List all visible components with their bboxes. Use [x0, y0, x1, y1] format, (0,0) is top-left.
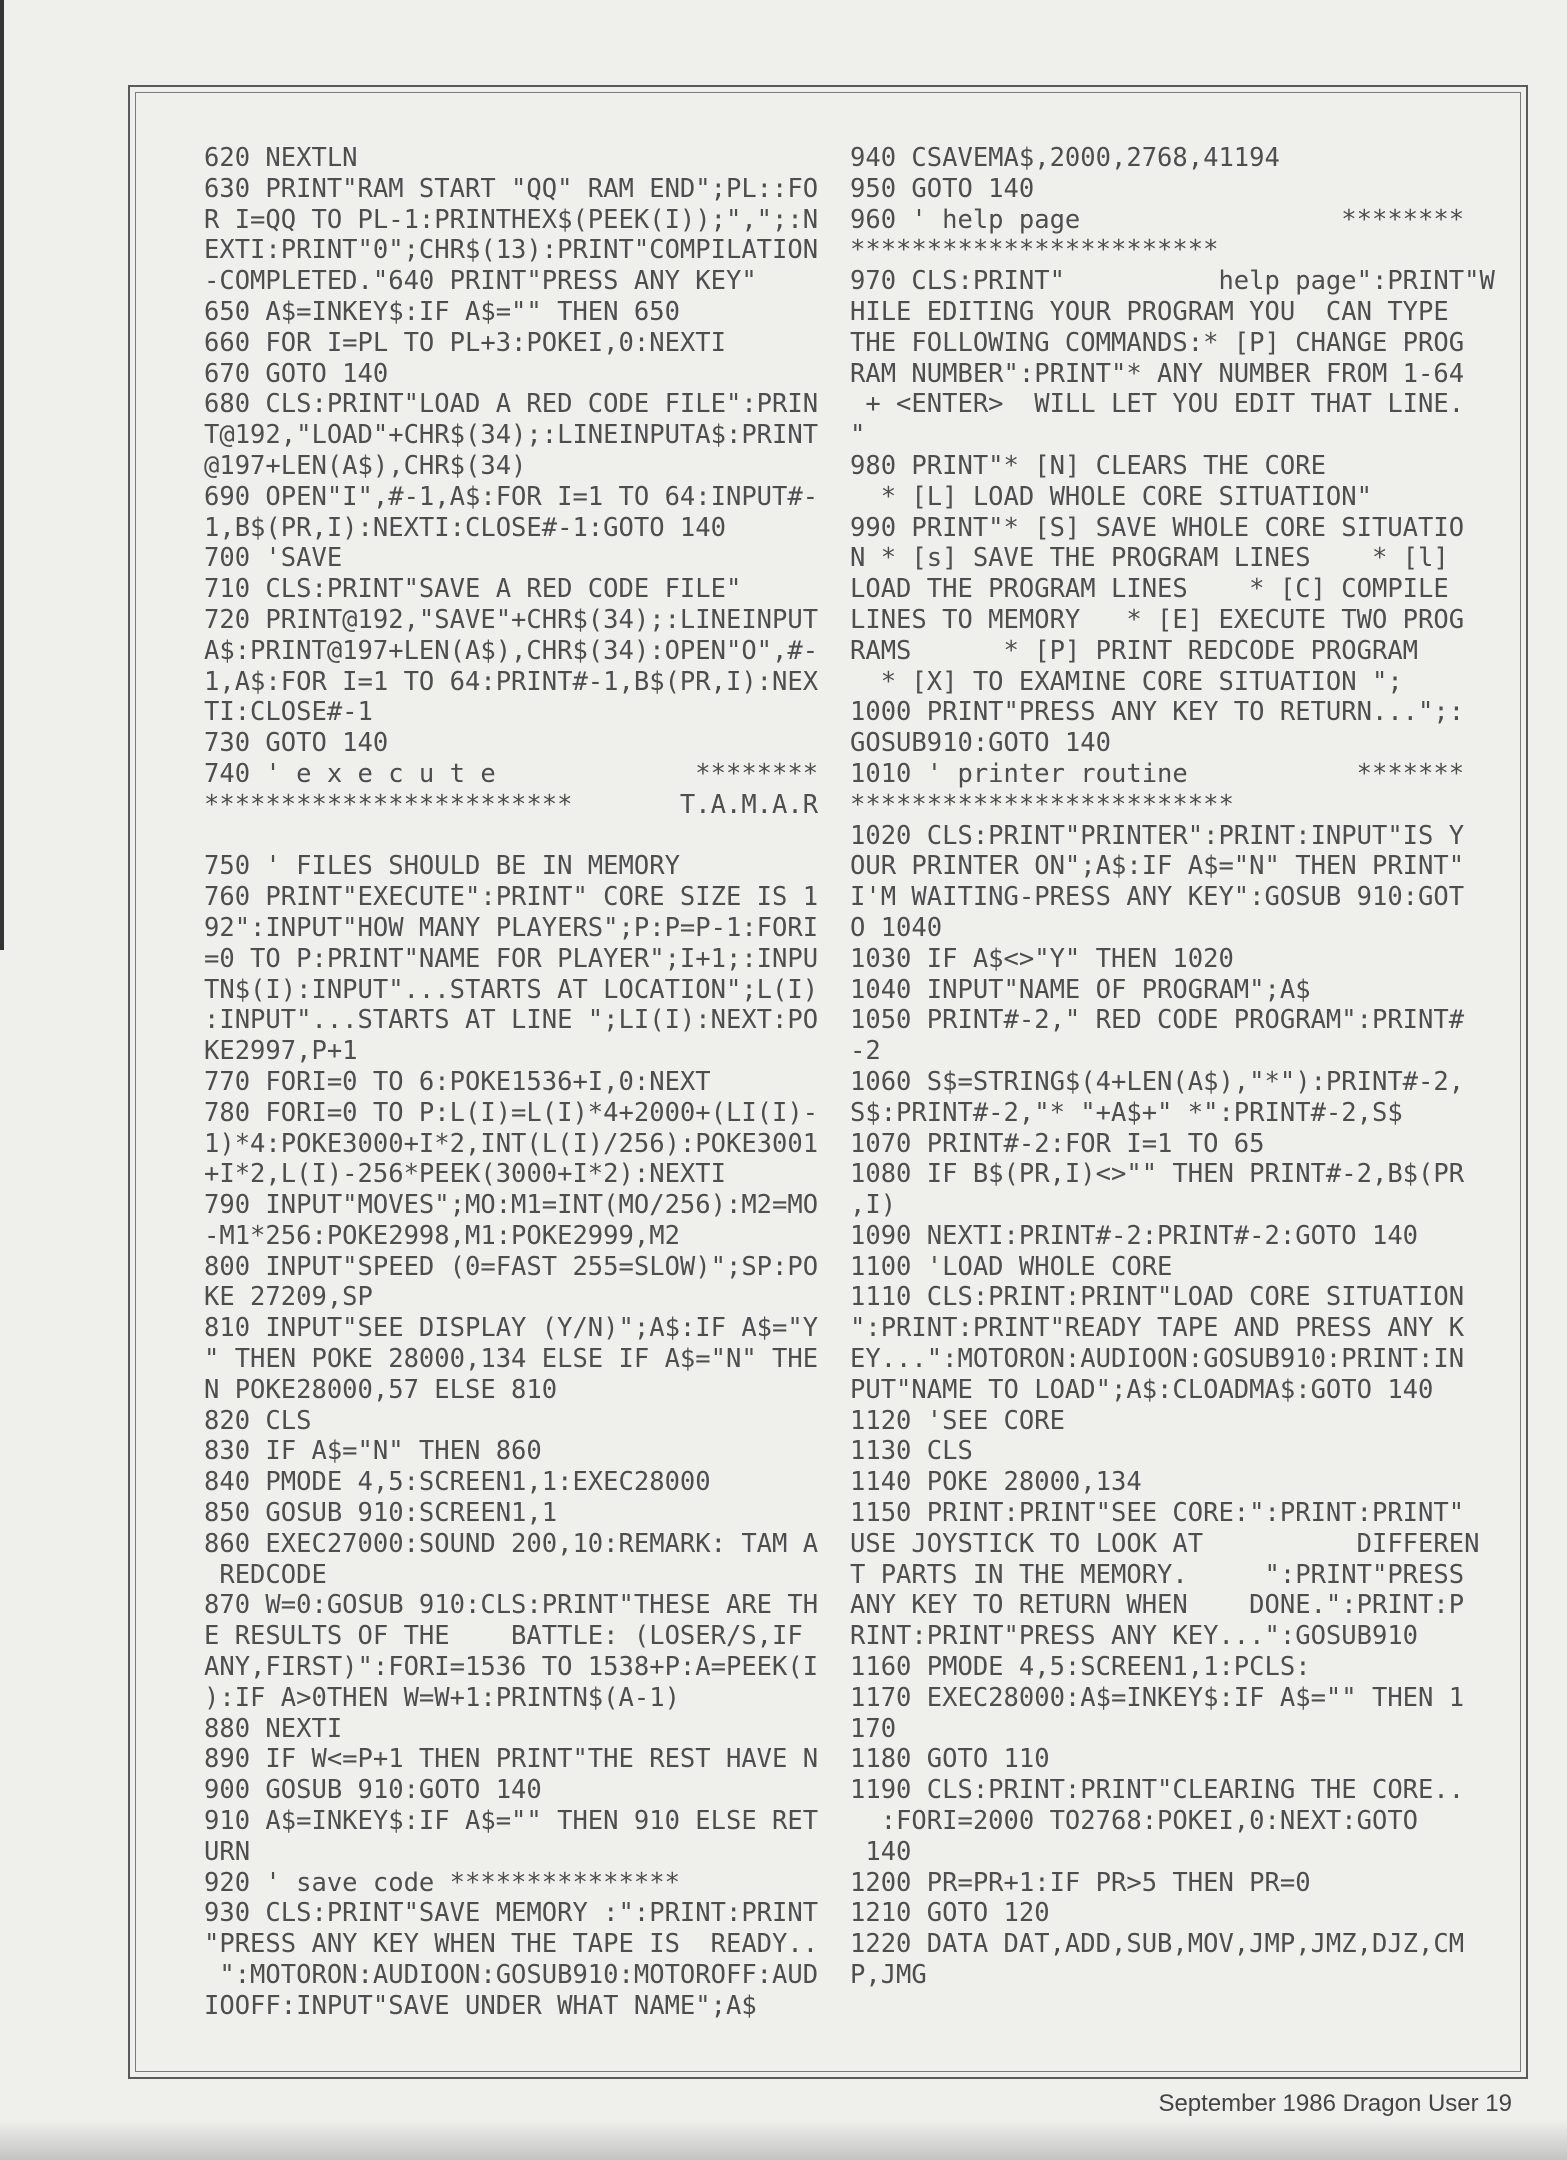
code-line: 1010 ' printer routine ******* — [850, 758, 1465, 789]
code-line: 820 CLS — [204, 1405, 312, 1436]
code-line: KE2997,P+1 — [204, 1036, 358, 1067]
code-line: ":PRINT:PRINT"READY TAPE AND PRESS ANY K — [850, 1313, 1465, 1344]
code-line: 990 PRINT"* [S] SAVE WHOLE CORE SITUATIO — [850, 512, 1465, 543]
code-line: E RESULTS OF THE BATTLE: (LOSER/S,IF — [204, 1621, 803, 1652]
code-line: 1180 GOTO 110 — [850, 1744, 1050, 1775]
code-line: ,I) — [850, 1190, 897, 1221]
code-line: R I=QQ TO PL-1:PRINTHEX$(PEEK(I));",";:N — [204, 204, 819, 235]
code-line: 900 GOSUB 910:GOTO 140 — [204, 1775, 542, 1806]
code-line: T@192,"LOAD"+CHR$(34);:LINEINPUTA$:PRINT — [204, 420, 819, 451]
code-line: 1200 PR=PR+1:IF PR>5 THEN PR=0 — [850, 1867, 1311, 1898]
code-line: 140 — [850, 1836, 912, 1867]
code-line: KE 27209,SP — [204, 1282, 373, 1313]
code-line: 880 NEXTI — [204, 1713, 343, 1744]
code-line: 1190 CLS:PRINT:PRINT"CLEARING THE CORE.. — [850, 1775, 1465, 1806]
code-line: 950 GOTO 140 — [850, 173, 1035, 204]
page-footer: September 1986 Dragon User 19 — [1158, 2090, 1512, 2117]
code-line: 680 CLS:PRINT"LOAD A RED CODE FILE":PRIN — [204, 389, 819, 420]
code-line: 690 OPEN"I",#-1,A$:FOR I=1 TO 64:INPUT#- — [204, 481, 819, 512]
code-line: 1170 EXEC28000:A$=INKEY$:IF A$="" THEN 1 — [850, 1682, 1465, 1713]
code-line: REDCODE — [204, 1559, 327, 1590]
code-line: 1040 INPUT"NAME OF PROGRAM";A$ — [850, 974, 1311, 1005]
code-line: RAMS * [P] PRINT REDCODE PROGRAM — [850, 635, 1419, 666]
code-line: O 1040 — [850, 912, 943, 943]
code-line: 170 — [850, 1713, 897, 1744]
code-line: 710 CLS:PRINT"SAVE A RED CODE FILE" — [204, 574, 742, 605]
code-line: * [X] TO EXAMINE CORE SITUATION "; — [850, 666, 1403, 697]
bottom-shadow — [0, 2120, 1567, 2160]
code-line: 1020 CLS:PRINT"PRINTER":PRINT:INPUT"IS Y — [850, 820, 1465, 851]
code-line: 810 INPUT"SEE DISPLAY (Y/N)";A$:IF A$="Y — [204, 1313, 819, 1344]
code-line: TI:CLOSE#-1 — [204, 697, 373, 728]
code-line: I'M WAITING-PRESS ANY KEY":GOSUB 910:GOT — [850, 882, 1465, 913]
code-line: RINT:PRINT"PRESS ANY KEY...":GOSUB910 — [850, 1621, 1419, 1652]
code-line: * [L] LOAD WHOLE CORE SITUATION" — [850, 481, 1372, 512]
code-line: ANY,FIRST)":FORI=1536 TO 1538+P:A=PEEK(I — [204, 1652, 819, 1683]
code-line: EXTI:PRINT"0";CHR$(13):PRINT"COMPILATION — [204, 235, 819, 266]
code-line: 92":INPUT"HOW MANY PLAYERS";P:P=P-1:FORI — [204, 912, 819, 943]
code-line: LOAD THE PROGRAM LINES * [C] COMPILE — [850, 574, 1449, 605]
code-line: 1090 NEXTI:PRINT#-2:PRINT#-2:GOTO 140 — [850, 1220, 1419, 1251]
code-line: 1,A$:FOR I=1 TO 64:PRINT#-1,B$(PR,I):NEX — [204, 666, 819, 697]
code-line: 1130 CLS — [850, 1436, 973, 1467]
code-line: RAM NUMBER":PRINT"* ANY NUMBER FROM 1-64 — [850, 358, 1465, 389]
code-line: 930 CLS:PRINT"SAVE MEMORY :":PRINT:PRINT — [204, 1898, 819, 1929]
code-line: USE JOYSTICK TO LOOK AT DIFFEREN — [850, 1528, 1480, 1559]
code-line: 750 ' FILES SHOULD BE IN MEMORY — [204, 851, 680, 882]
code-line: 910 A$=INKEY$:IF A$="" THEN 910 ELSE RET — [204, 1806, 819, 1837]
code-line: 670 GOTO 140 — [204, 358, 389, 389]
code-line: 870 W=0:GOSUB 910:CLS:PRINT"THESE ARE TH — [204, 1590, 819, 1621]
code-line: PUT"NAME TO LOAD";A$:CLOADMA$:GOTO 140 — [850, 1374, 1434, 1405]
code-line: " — [850, 420, 866, 451]
code-line: ************************ — [850, 235, 1219, 266]
code-line: 1120 'SEE CORE — [850, 1405, 1065, 1436]
code-line: 1160 PMODE 4,5:SCREEN1,1:PCLS: — [850, 1652, 1311, 1683]
code-line: 850 GOSUB 910:SCREEN1,1 — [204, 1498, 558, 1529]
code-line — [204, 821, 818, 852]
code-line: @197+LEN(A$),CHR$(34) — [204, 450, 527, 481]
code-line: N * [s] SAVE THE PROGRAM LINES * [l] — [850, 543, 1449, 574]
code-line: 650 A$=INKEY$:IF A$="" THEN 650 — [204, 296, 680, 327]
code-line: "PRESS ANY KEY WHEN THE TAPE IS READY.. — [204, 1929, 819, 1960]
code-line: 830 IF A$="N" THEN 860 — [204, 1436, 542, 1467]
code-line: 700 'SAVE — [204, 543, 343, 574]
code-line: ANY KEY TO RETURN WHEN DONE.":PRINT:P — [850, 1590, 1465, 1621]
code-line: IOOFF:INPUT"SAVE UNDER WHAT NAME";A$ — [204, 1990, 757, 2021]
code-line: EY...":MOTORON:AUDIOON:GOSUB910:PRINT:IN — [850, 1344, 1465, 1375]
code-line: 780 FORI=0 TO P:L(I)=L(I)*4+2000+(LI(I)- — [204, 1097, 819, 1128]
code-line: :FORI=2000 TO2768:POKEI,0:NEXT:GOTO — [850, 1806, 1419, 1837]
code-line: 620 NEXTLN — [204, 143, 358, 173]
code-line: 980 PRINT"* [N] CLEARS THE CORE — [850, 450, 1326, 481]
code-line: 1110 CLS:PRINT:PRINT"LOAD CORE SITUATION — [850, 1282, 1465, 1313]
code-line: THE FOLLOWING COMMANDS:* [P] CHANGE PROG — [850, 327, 1465, 358]
code-line: ************************ T.A.M.A.R — [204, 789, 819, 820]
code-line: 970 CLS:PRINT" help page":PRINT"W — [850, 266, 1495, 297]
code-line: 1150 PRINT:PRINT"SEE CORE:":PRINT:PRINT" — [850, 1498, 1465, 1529]
code-line: 1220 DATA DAT,ADD,SUB,MOV,JMP,JMZ,DJZ,CM — [850, 1929, 1465, 1960]
code-line: +I*2,L(I)-256*PEEK(3000+I*2):NEXTI — [204, 1159, 726, 1190]
code-line: 1050 PRINT#-2," RED CODE PROGRAM":PRINT# — [850, 1005, 1465, 1036]
code-line: 860 EXEC27000:SOUND 200,10:REMARK: TAM A — [204, 1528, 819, 1559]
code-line: 960 ' help page ******** — [850, 204, 1465, 235]
code-line: S$:PRINT#-2,"* "+A$+" *":PRINT#-2,S$ — [850, 1097, 1403, 1128]
listing-column-left — [204, 143, 818, 2022]
listing-column-right — [850, 143, 1495, 1991]
code-line: 740 ' e x e c u t e ******** — [204, 758, 819, 789]
code-line: 1070 PRINT#-2:FOR I=1 TO 65 — [850, 1128, 1265, 1159]
code-line: 1100 'LOAD WHOLE CORE — [850, 1251, 1173, 1282]
code-line: 1)*4:POKE3000+I*2,INT(L(I)/256):POKE3001 — [204, 1128, 819, 1159]
code-line: HILE EDITING YOUR PROGRAM YOU CAN TYPE — [850, 296, 1449, 327]
code-line: N POKE28000,57 ELSE 810 — [204, 1374, 558, 1405]
code-line: 1140 POKE 28000,134 — [850, 1467, 1142, 1498]
code-line: T PARTS IN THE MEMORY. ":PRINT"PRESS — [850, 1559, 1465, 1590]
page-edge-shadow — [0, 0, 4, 950]
code-line: ":MOTORON:AUDIOON:GOSUB910:MOTOROFF:AUD — [204, 1960, 819, 1991]
code-line: 840 PMODE 4,5:SCREEN1,1:EXEC28000 — [204, 1467, 711, 1498]
code-line: 940 CSAVEMA$,2000,2768,41194 — [850, 143, 1280, 173]
code-line: 1030 IF A$<>"Y" THEN 1020 — [850, 943, 1234, 974]
code-line: GOSUB910:GOTO 140 — [850, 728, 1111, 759]
code-line: 770 FORI=0 TO 6:POKE1536+I,0:NEXT — [204, 1066, 711, 1097]
code-line: 1210 GOTO 120 — [850, 1898, 1050, 1929]
code-line: 1,B$(PR,I):NEXTI:CLOSE#-1:GOTO 140 — [204, 512, 726, 543]
code-line: -M1*256:POKE2998,M1:POKE2999,M2 — [204, 1220, 680, 1251]
code-line: URN — [204, 1836, 251, 1867]
code-line: -2 — [850, 1036, 881, 1067]
code-line: ):IF A>0THEN W=W+1:PRINTN$(A-1) — [204, 1682, 680, 1713]
code-line: 720 PRINT@192,"SAVE"+CHR$(34);:LINEINPUT — [204, 604, 819, 635]
code-line: 630 PRINT"RAM START "QQ" RAM END";PL::FO — [204, 173, 819, 204]
code-line: 1000 PRINT"PRESS ANY KEY TO RETURN...";: — [850, 697, 1465, 728]
code-line: " THEN POKE 28000,134 ELSE IF A$="N" THE — [204, 1344, 819, 1375]
code-line: TN$(I):INPUT"...STARTS AT LOCATION";L(I) — [204, 974, 819, 1005]
code-line: =0 TO P:PRINT"NAME FOR PLAYER";I+1;:INPU — [204, 943, 819, 974]
code-line: + <ENTER> WILL LET YOU EDIT THAT LINE. — [850, 389, 1465, 420]
code-line: 1060 S$=STRING$(4+LEN(A$),"*"):PRINT#-2, — [850, 1066, 1465, 1097]
code-line: A$:PRINT@197+LEN(A$),CHR$(34):OPEN"O",#- — [204, 635, 819, 666]
code-line: 660 FOR I=PL TO PL+3:POKEI,0:NEXTI — [204, 327, 726, 358]
code-line: LINES TO MEMORY * [E] EXECUTE TWO PROG — [850, 604, 1465, 635]
code-line: 800 INPUT"SPEED (0=FAST 255=SLOW)";SP:PO — [204, 1251, 819, 1282]
code-line: P,JMG — [850, 1960, 927, 1991]
code-line: 890 IF W<=P+1 THEN PRINT"THE REST HAVE N — [204, 1744, 819, 1775]
code-line: 730 GOTO 140 — [204, 728, 389, 759]
code-line: 920 ' save code *************** — [204, 1867, 680, 1898]
code-line: 790 INPUT"MOVES";MO:M1=INT(MO/256):M2=MO — [204, 1190, 819, 1221]
code-line: ************************* — [850, 789, 1234, 820]
code-line: OUR PRINTER ON";A$:IF A$="N" THEN PRINT" — [850, 851, 1465, 882]
code-line: :INPUT"...STARTS AT LINE ";LI(I):NEXT:PO — [204, 1005, 819, 1036]
code-line: 760 PRINT"EXECUTE":PRINT" CORE SIZE IS 1 — [204, 882, 819, 913]
code-line: -COMPLETED."640 PRINT"PRESS ANY KEY" — [204, 266, 757, 297]
code-line: 1080 IF B$(PR,I)<>"" THEN PRINT#-2,B$(PR — [850, 1159, 1465, 1190]
